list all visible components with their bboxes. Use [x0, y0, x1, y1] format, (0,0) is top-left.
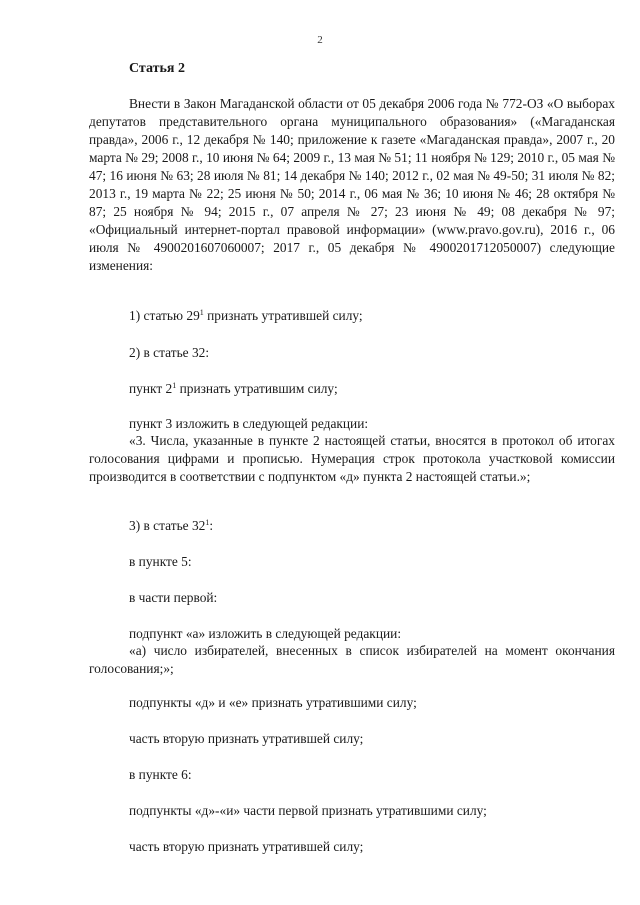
article-heading: Статья 2 [129, 61, 185, 76]
item-1-text: 1) статью 29 [129, 308, 200, 323]
item-1-superscript: 1 [199, 308, 204, 317]
item-3 [129, 517, 213, 535]
intro-paragraph: Внести в Закон Магаданской области от 05 декабря 2006 года № 772-ОЗ «О выборах депутатов представительного органа муниципального образования» («Магаданская правда», 2006 г., 12 декабря № 140; приложение к газете «Магаданская правда», 2007 г., 20 марта № 29; 2008 г., 10 июня № 64; 2009 г., 13 мая № 51; 11 ноября № 129; 2010 г., 05 мая № 47; 16 июня № 63; 28 июля № 81; 14 декабря № 140; 2012 г., 02 мая № 49-50; 31 июля № 82; 2013 г., 19 марта № 22; 25 июня № 50; 2014 г., 06 мая № 36; 10 июня № 46; 28 октября № 87; 25 ноября № 94; 2015 г., 07 апреля № 27; 23 июня № 49; 08 декабря № 97; «Официальный интернет-портал правовой информации» (www.pravo.gov.ru), 2016 г., 06 июля № 4900201607060007; 2017 г., 05 декабря № 4900201712050007) следующие изменения: [89, 96, 615, 273]
item-3-superscript: 1 [205, 518, 210, 527]
item-3-sub-a: подпункт «а» изложить в следующей редакции: [129, 626, 402, 641]
item-2-point-2 [129, 380, 338, 398]
item-2-point-2-rest: признать утратившим силу; [176, 381, 338, 396]
item-3-point-6-part-2: часть вторую признать утратившей силу; [129, 839, 364, 854]
item-3-sub-de: подпункты «д» и «е» признать утратившими силу; [129, 695, 417, 710]
item-3-point-5: в пункте 5: [129, 554, 192, 569]
item-1-rest: признать утратившей силу; [203, 308, 363, 323]
item-3-point-6-sub: подпункты «д»-«и» части первой признать утратившими силу; [129, 803, 487, 818]
item-3-sub-a-quote: «а) число избирателей, внесенных в список избирателей на момент окончания голосования;»; [89, 643, 615, 676]
item-2-point-3-quote: «3. Числа, указанные в пункте 2 настоящей статьи, вносятся в протокол об итогах голосования цифрами и прописью. Нумерация строк протокола участковой комиссии производится в соответствии с подпунктом «д» пункта 2 настоящей статьи.»; [89, 433, 615, 484]
item-2-point-2-superscript: 1 [172, 381, 177, 390]
item-3-rest: : [209, 518, 214, 533]
item-2: 2) в статье 32: [129, 345, 210, 360]
page-number: 2 [317, 34, 323, 46]
item-1 [129, 307, 363, 325]
item-2-point-3: пункт 3 изложить в следующей редакции: [129, 416, 369, 431]
item-3-part-2: часть вторую признать утратившей силу; [129, 731, 364, 746]
item-3-text: 3) в статье 32 [129, 518, 206, 533]
item-3-point-6: в пункте 6: [129, 767, 192, 782]
item-2-point-2-text: пункт 2 [129, 381, 173, 396]
item-3-part-1: в части первой: [129, 590, 218, 605]
